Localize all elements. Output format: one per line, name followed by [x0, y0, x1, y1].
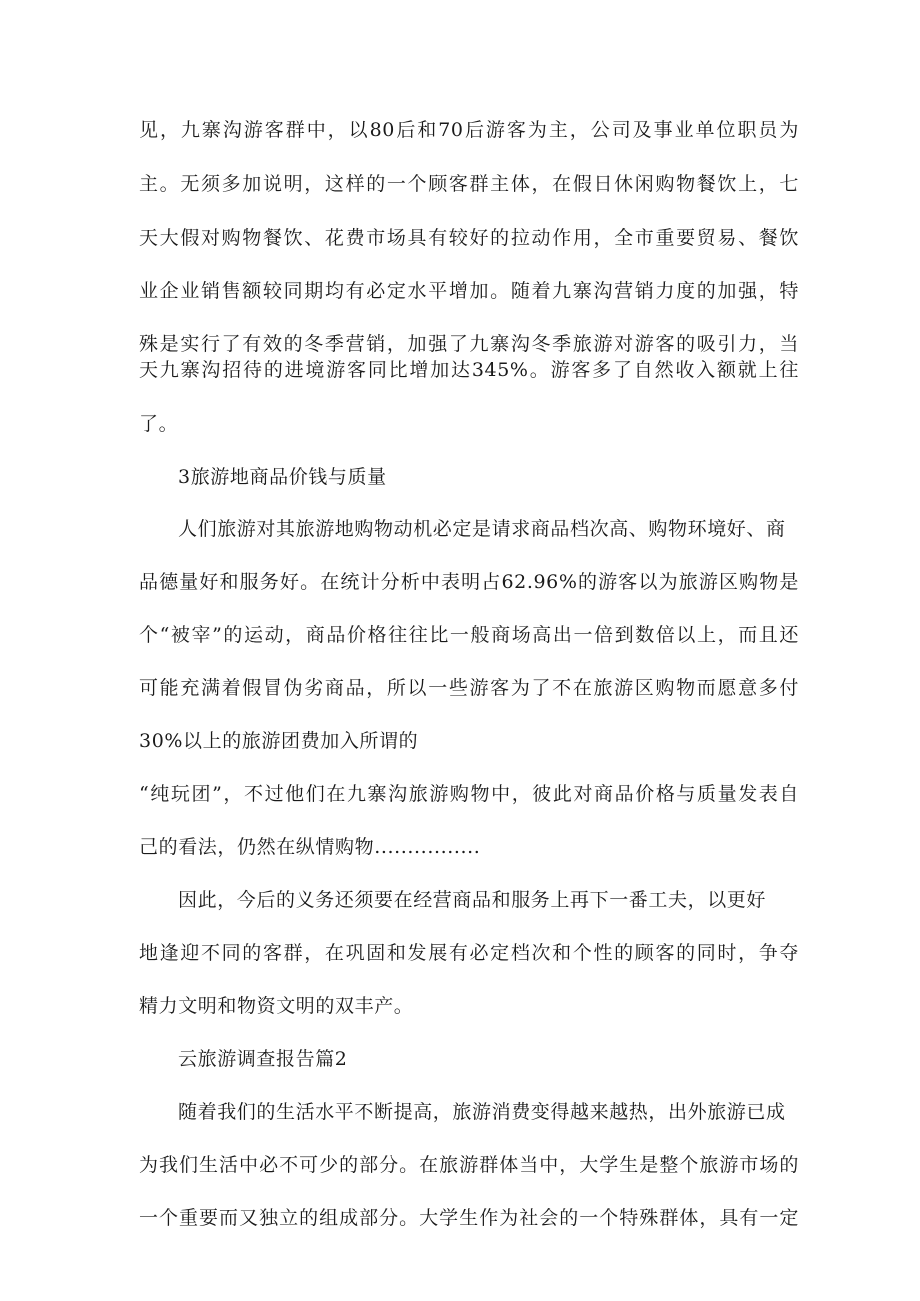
paragraph-line: 见，九寨沟游客群中，以80后和70后游客为主，公司及事业单位职员为 — [139, 119, 799, 141]
paragraph-line: 己的看法，仍然在纵情购物................ — [139, 836, 481, 858]
paragraph-line: 天大假对购物餐饮、花费市场具有较好的拉动作用，全市重要贸易、餐饮 — [139, 227, 799, 249]
paragraph-line: 个“被宰”的运动，商品价格往往比一般商场高出一倍到数倍以上，而且还 — [139, 624, 799, 646]
paragraph-line: 地逢迎不同的客群，在巩固和发展有必定档次和个性的顾客的同时，争夺 — [139, 942, 799, 964]
paragraph-line: 一个重要而又独立的组成部分。大学生作为社会的一个特殊群体，具有一定 — [139, 1207, 799, 1229]
paragraph-line: 为我们生活中必不可少的部分。在旅游群体当中，大学生是整个旅游市场的 — [139, 1154, 799, 1176]
paragraph-line: 精力文明和物资文明的双丰产。 — [139, 995, 414, 1017]
section-heading: 云旅游调查报告篇2 — [178, 1048, 348, 1070]
paragraph-line: 因此，今后的义务还须要在经营商品和服务上再下一番工夫，以更好 — [178, 889, 767, 911]
paragraph-line: 了。 — [139, 413, 179, 435]
paragraph-line: 业企业销售额较同期均有必定水平增加。随着九寨沟营销力度的加强，特 — [139, 280, 799, 302]
paragraph-line: 殊是实行了有效的冬季营销，加强了九寨沟冬季旅游对游客的吸引力，当 — [139, 333, 799, 355]
paragraph-line: 人们旅游对其旅游地购物动机必定是请求商品档次高、购物环境好、商 — [178, 518, 786, 540]
paragraph-line: 随着我们的生活水平不断提高，旅游消费变得越来越热，出外旅游已成 — [178, 1101, 786, 1123]
paragraph-line: 品德量好和服务好。在统计分析中表明占62.96%的游客以为旅游区购物是 — [139, 571, 799, 593]
paragraph-line: “纯玩团”，不过他们在九寨沟旅游购物中，彼此对商品价格与质量发表自 — [139, 783, 799, 805]
paragraph-line: 可能充满着假冒伪劣商品，所以一些游客为了不在旅游区购物而愿意多付 — [139, 677, 799, 699]
paragraph-line: 30%以上的旅游团费加入所谓的 — [139, 730, 419, 752]
paragraph-line: 天九寨沟招待的进境游客同比增加达345%。游客多了自然收入额就上往 — [139, 359, 799, 381]
paragraph-line: 主。无须多加说明，这样的一个顾客群主体，在假日休闲购物餐饮上，七 — [139, 173, 799, 195]
section-heading: 3旅游地商品价钱与质量 — [178, 466, 387, 488]
